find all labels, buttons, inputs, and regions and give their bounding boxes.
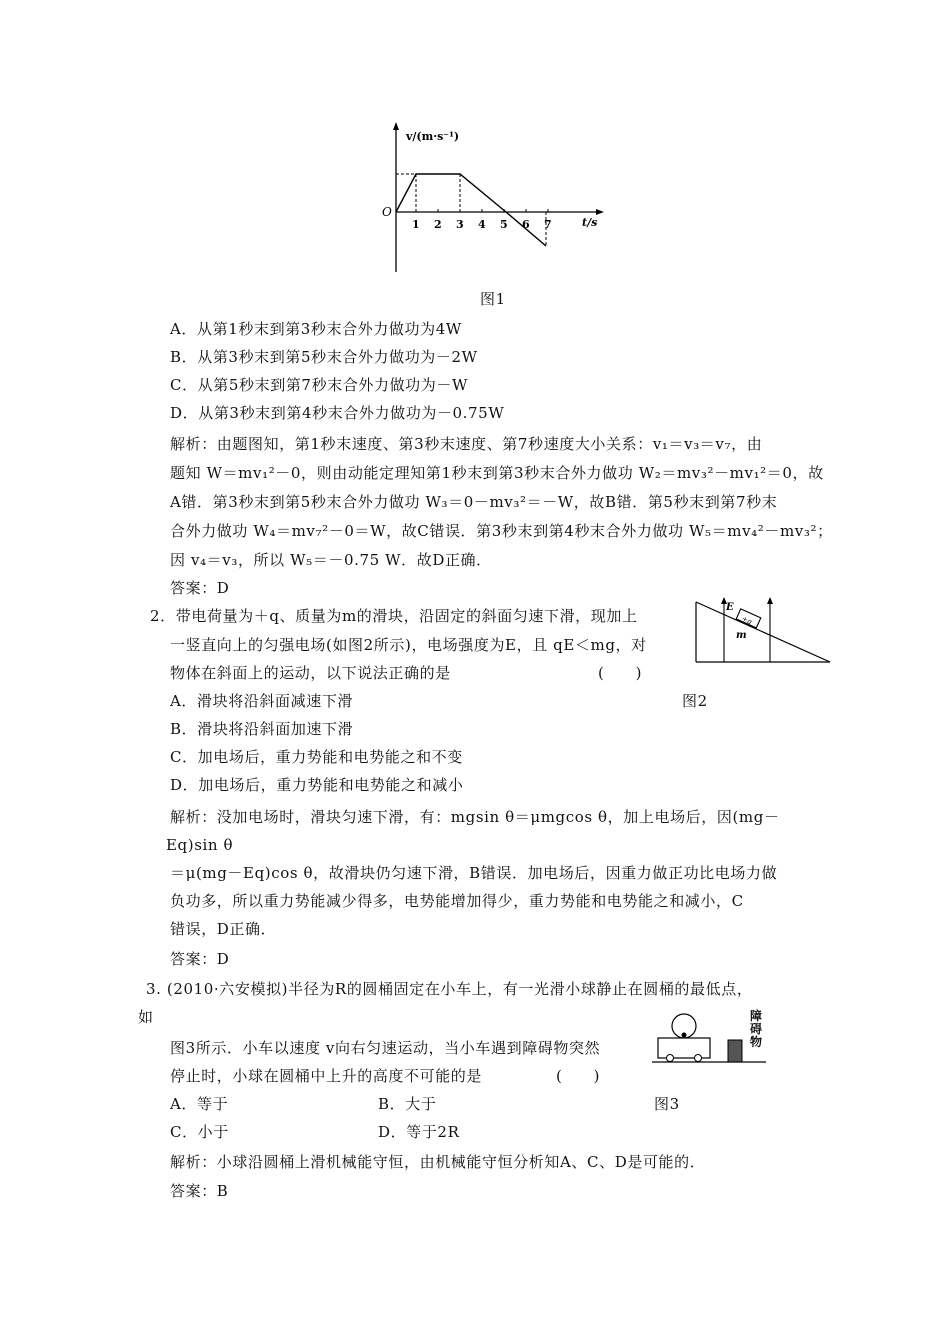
- q2-stem-line-3: 物体在斜面上的运动，以下说法正确的是: [170, 664, 451, 682]
- v-axis-label: v/(m·s⁻¹): [406, 130, 460, 143]
- q2-answer-blank: ( ): [598, 664, 643, 682]
- wheel-left: [667, 1055, 674, 1062]
- v-axis-arrow: [393, 122, 399, 130]
- q1-option-b: B．从第3秒末到第5秒末合外力做功为－2W: [170, 348, 478, 366]
- origin-label: O: [382, 205, 392, 219]
- t-axis-label: t/s: [582, 216, 598, 229]
- figure-3-caption: 图3: [654, 1095, 680, 1113]
- q2-stem-line-2: 一竖直向上的匀强电场(如图2所示)，电场强度为E，且 qE＜mg，对: [170, 636, 647, 654]
- q3-stem-line-1b: 如: [138, 1008, 154, 1026]
- q1-option-d: D．从第3秒末到第4秒末合外力做功为－0.75W: [170, 404, 505, 422]
- q3-answer: 答案：B: [170, 1182, 229, 1200]
- q3-option-c: C．小于: [170, 1123, 229, 1141]
- q2-option-c: C．加电场后，重力势能和电势能之和不变: [170, 748, 463, 766]
- q3-stem-line-3: 停止时，小球在圆桶中上升的高度不可能的是: [170, 1067, 483, 1085]
- q2-analysis-line-2: Eq)sin θ: [166, 836, 234, 854]
- charge-label: +q: [740, 614, 754, 627]
- obstacle-label: 障碍物: [750, 1009, 763, 1049]
- field-label: E: [726, 602, 734, 613]
- tick-2: 2: [434, 218, 442, 231]
- q1-analysis-line-2: 题知 W＝mv₁²－0，则由动能定理知第1秒末到第3秒末合外力做功 W₂＝mv₃²－mv₁²＝0，故: [170, 464, 824, 482]
- tick-4: 4: [478, 218, 486, 231]
- tick-5: 5: [500, 218, 508, 231]
- tick-7: 7: [544, 218, 552, 231]
- q2-analysis-line-4: 负功多，所以重力势能减少得多，电势能增加得少，重力势能和电势能之和减小，C: [170, 892, 744, 910]
- figure-2-incline: [690, 594, 835, 666]
- q3-option-a: A．等于: [170, 1095, 229, 1113]
- q2-analysis-line-1: 解析：没加电场时，滑块匀速下滑，有：mgsin θ＝μmgcos θ，加上电场后，因(mg－: [170, 808, 780, 826]
- figure-1-caption: 图1: [480, 290, 506, 308]
- q3-stem-line-2: 图3所示．小车以速度 v向右匀速运动，当小车遇到障碍物突然: [170, 1039, 601, 1057]
- obstacle: [728, 1040, 742, 1062]
- incline-surface: [696, 602, 830, 662]
- q3-option-b: B．大于: [378, 1095, 437, 1113]
- q1-analysis-line-5: 因 v₄＝v₃，所以 W₅＝－0.75 W．故D正确．: [170, 551, 492, 569]
- q1-answer: 答案：D: [170, 579, 230, 597]
- ball: [682, 1033, 687, 1038]
- vt-graph-svg: [370, 118, 610, 283]
- q2-answer: 答案：D: [170, 950, 230, 968]
- q1-analysis-line-4: 合外力做功 W₄＝mv₇²－0＝W，故C错误．第3秒末到第4秒末合外力做功 W₅＝mv₄²－mv₃²；: [170, 522, 833, 540]
- q1-option-a: A．从第1秒末到第3秒末合外力做功为4W: [170, 320, 462, 338]
- q1-analysis-line-1: 解析：由题图知，第1秒末速度、第3秒末速度、第7秒速度大小关系：v₁＝v₃＝v₇，由: [170, 435, 763, 453]
- q2-stem-line-1: 2．带电荷量为＋q、质量为m的滑块，沿固定的斜面匀速下滑，现加上: [150, 607, 638, 625]
- t-axis-arrow: [596, 209, 604, 215]
- wheel-right: [695, 1055, 702, 1062]
- figure-1-vt-graph: [370, 118, 610, 283]
- q3-answer-blank: ( ): [556, 1067, 601, 1085]
- cart-body: [658, 1038, 710, 1058]
- q2-analysis-line-5: 错误，D正确．: [170, 920, 277, 938]
- mass-label: m: [736, 630, 747, 641]
- q1-option-c: C．从第5秒末到第7秒末合外力做功为－W: [170, 376, 468, 394]
- q3-option-d: D．等于2R: [378, 1123, 460, 1141]
- q2-analysis-line-3: ＝μ(mg－Eq)cos θ，故滑块仍匀速下滑，B错误．加电场后，因重力做正功比电场力做: [170, 864, 778, 882]
- incline-svg: [690, 594, 835, 666]
- q1-analysis-line-3: A错．第3秒末到第5秒末合外力做功 W₃＝0－mv₃²＝－W，故B错．第5秒末到第7秒末: [170, 493, 778, 511]
- tick-6: 6: [522, 218, 530, 231]
- tick-1: 1: [412, 218, 420, 231]
- q2-option-a: A．滑块将沿斜面减速下滑: [170, 692, 354, 710]
- q3-stem-line-1: 3. (2010·六安模拟)半径为R的圆桶固定在小车上，有一光滑小球静止在圆桶的最低点，: [146, 980, 753, 998]
- q2-option-b: B．滑块将沿斜面加速下滑: [170, 720, 354, 738]
- q2-option-d: D．加电场后，重力势能和电势能之和减小: [170, 776, 464, 794]
- tick-3: 3: [456, 218, 464, 231]
- figure-2-caption: 图2: [682, 692, 708, 710]
- q3-analysis: 解析：小球沿圆桶上滑机械能守恒，由机械能守恒分析知A、C、D是可能的．: [170, 1153, 706, 1171]
- velocity-line: [396, 174, 546, 246]
